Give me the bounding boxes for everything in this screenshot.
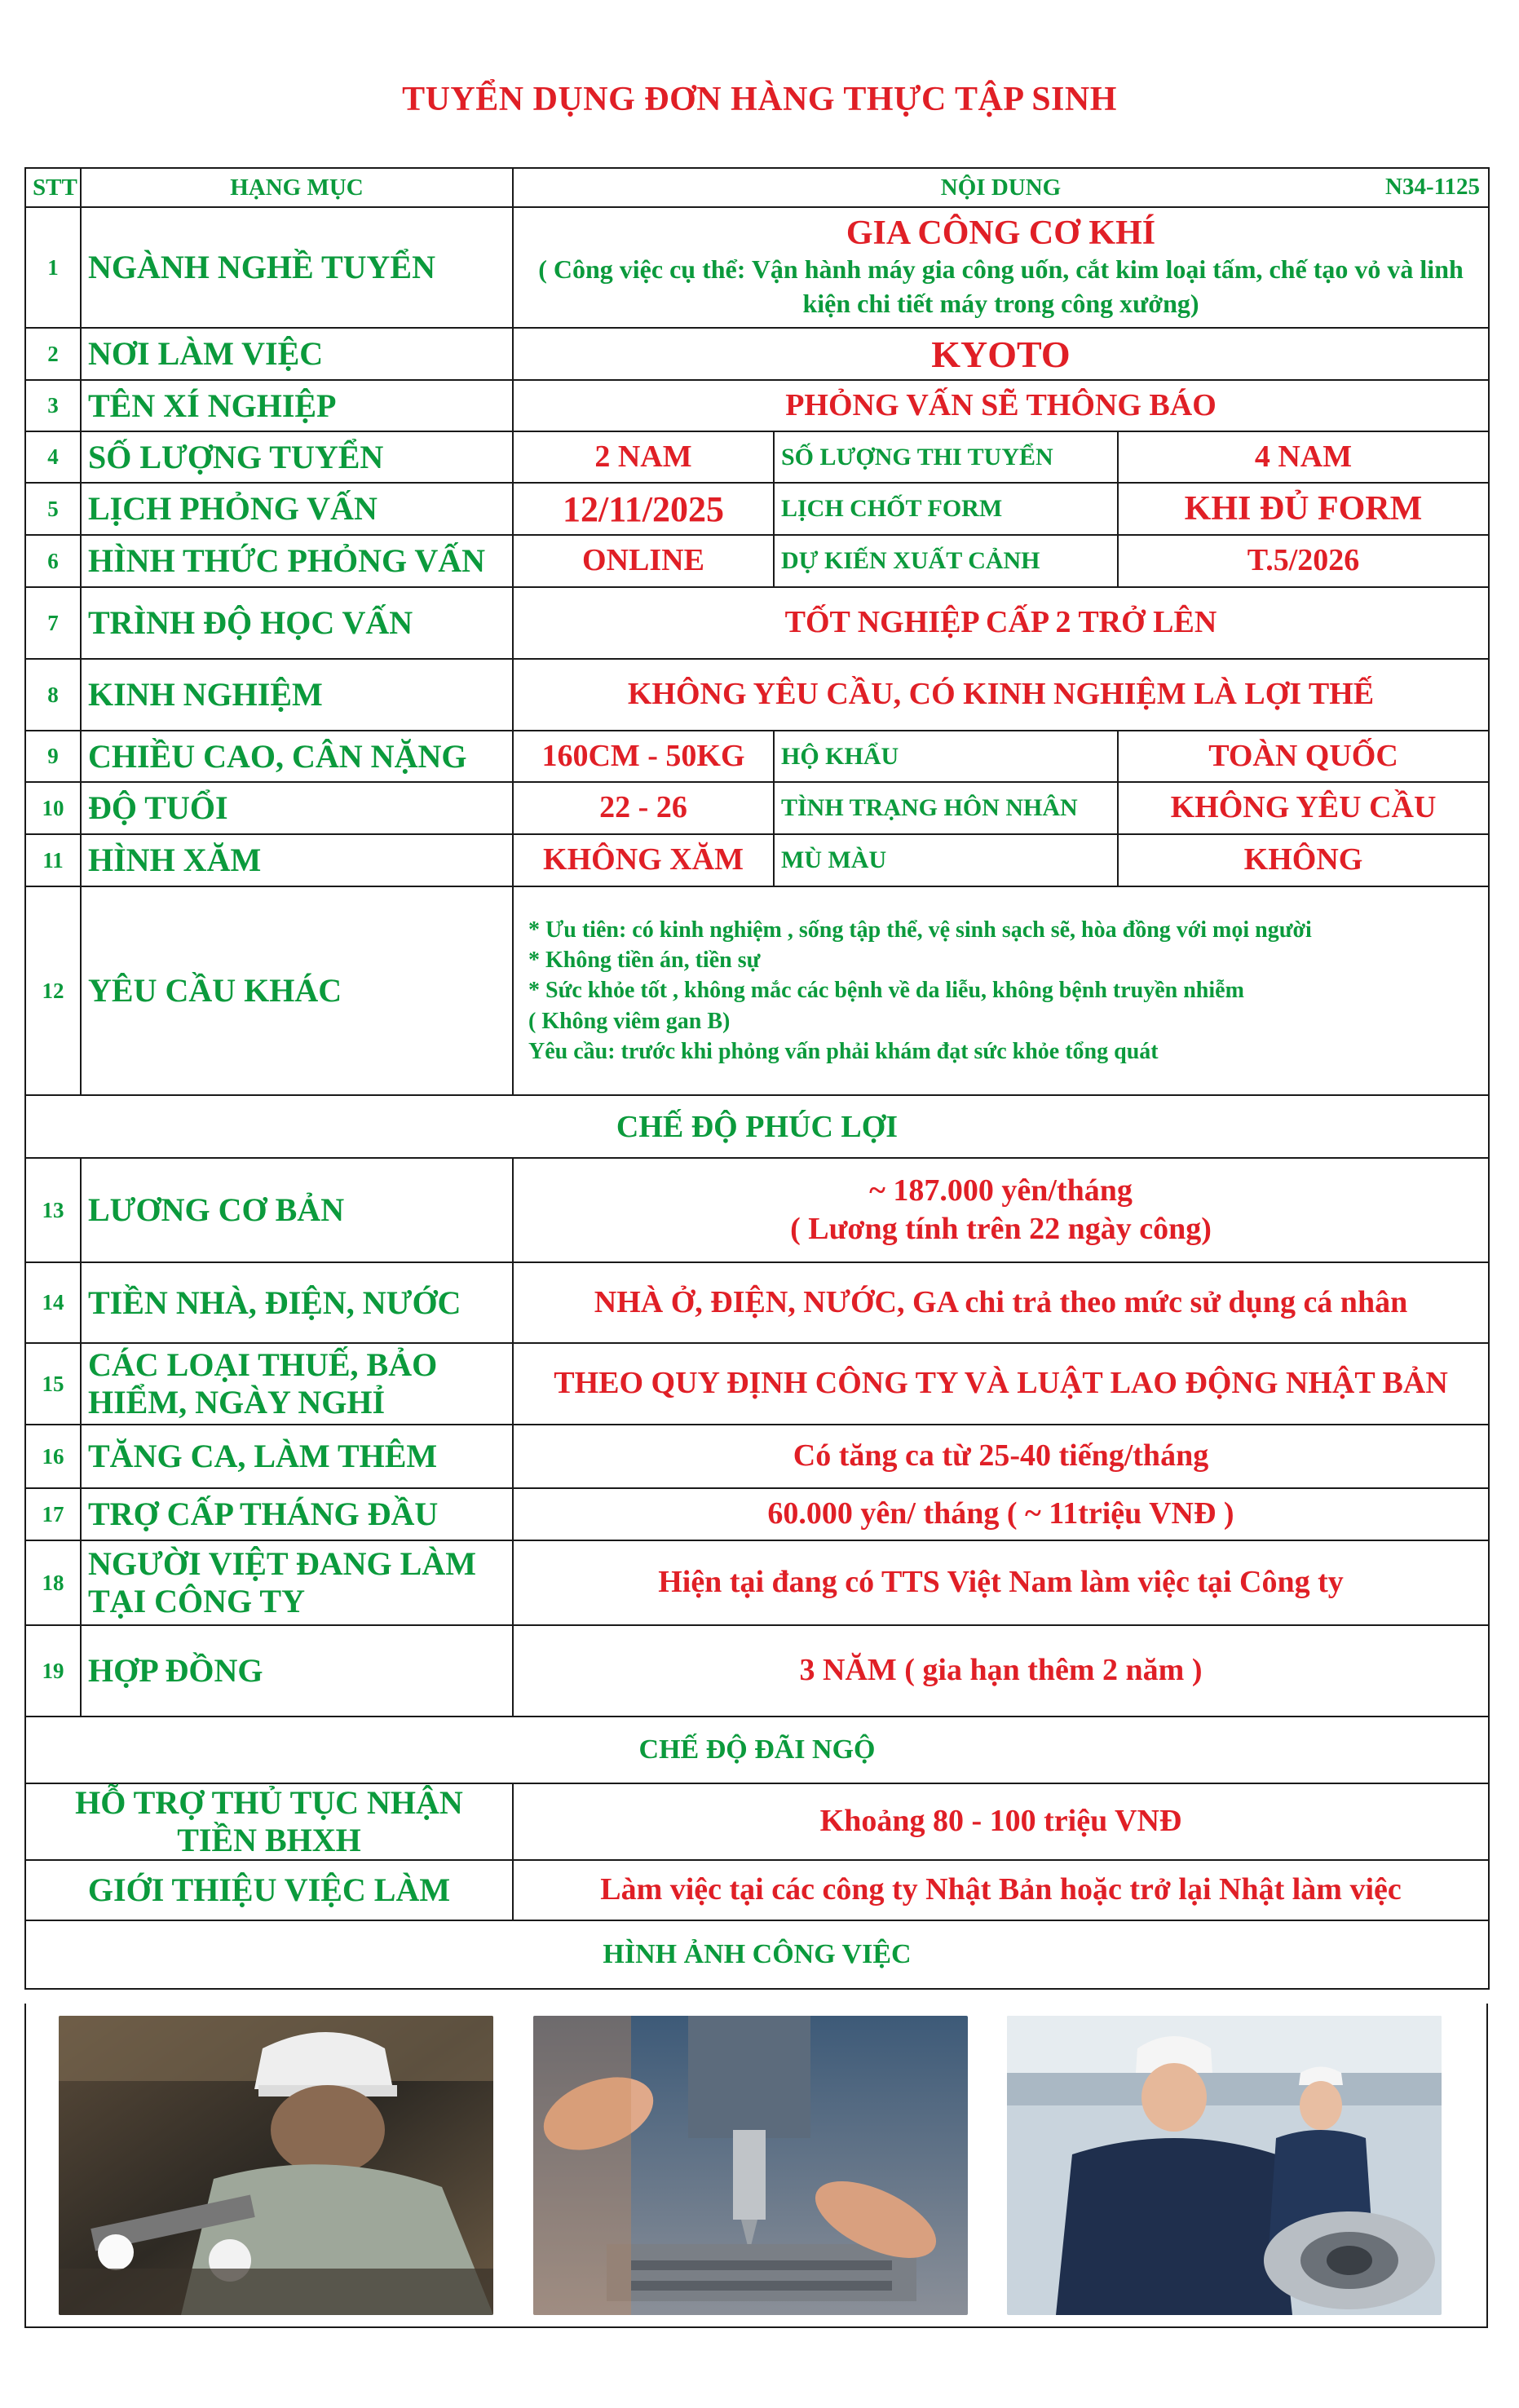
order-code: N34-1125: [1385, 174, 1480, 200]
recruitment-table: [24, 167, 1490, 1990]
row-number: 13: [25, 1158, 81, 1262]
benefits-heading: CHẾ ĐỘ PHÚC LỢI: [25, 1095, 1489, 1158]
row-6: [25, 535, 1489, 587]
header-row: [25, 168, 1489, 207]
row-1: [25, 207, 1489, 328]
worker-grinding-icon: [59, 2016, 493, 2315]
row-8: [25, 659, 1489, 731]
row-number: 8: [25, 659, 81, 731]
household-registration: TOÀN QUỐC: [1118, 731, 1489, 782]
benefits-section-row: [25, 1095, 1489, 1158]
row-4: [25, 431, 1489, 483]
expected-departure: T.5/2026: [1118, 535, 1489, 587]
row-label: TĂNG CA, LÀM THÊM: [81, 1425, 513, 1488]
factory-workers-photo: [1007, 2016, 1442, 2315]
row-number: 17: [25, 1488, 81, 1540]
row-19: [25, 1625, 1489, 1717]
interview-format: ONLINE: [513, 535, 774, 587]
row-label: ĐỘ TUỔI: [81, 782, 513, 834]
row-label: SỐ LƯỢNG TUYỂN: [81, 431, 513, 483]
header-content: NỘI DUNG: [940, 174, 1062, 201]
row-number: 11: [25, 834, 81, 886]
row-7: [25, 587, 1489, 659]
row-label: TRÌNH ĐỘ HỌC VẤN: [81, 587, 513, 659]
job-referral: Làm việc tại các công ty Nhật Bản hoặc trở lại Nhật làm việc: [513, 1860, 1489, 1920]
row-label: NƠI LÀM VIỆC: [81, 328, 513, 380]
row-number: 5: [25, 483, 81, 535]
row-16: [25, 1425, 1489, 1488]
row-2: [25, 328, 1489, 380]
row-15: [25, 1343, 1489, 1425]
header-stt: STT: [25, 168, 81, 207]
photos-section-row: [25, 1920, 1489, 1989]
salary-note: ( Lương tính trên 22 ngày công): [790, 1212, 1212, 1246]
row-label: NGƯỜI VIỆT ĐANG LÀM TẠI CÔNG TY: [81, 1540, 513, 1625]
housing-utilities: NHÀ Ở, ĐIỆN, NƯỚC, GA chi trả theo mức sử dụng cá nhân: [513, 1262, 1489, 1343]
treatment-section-row: [25, 1717, 1489, 1783]
row-number: 1: [25, 207, 81, 328]
work-photos: [24, 2004, 1488, 2328]
row-17: [25, 1488, 1489, 1540]
sub-label: LỊCH CHỐT FORM: [774, 483, 1118, 535]
row-label: LỊCH PHỎNG VẤN: [81, 483, 513, 535]
row-3: [25, 380, 1489, 431]
sub-label: HỘ KHẨU: [774, 731, 1118, 782]
row-label: CHIỀU CAO, CÂN NẶNG: [81, 731, 513, 782]
contract-term: 3 NĂM ( gia hạn thêm 2 năm ): [513, 1625, 1489, 1717]
row-label: GIỚI THIỆU VIỆC LÀM: [25, 1860, 513, 1920]
base-salary-cell: [513, 1158, 1489, 1262]
drill-press-icon: [533, 2016, 968, 2315]
row-10: [25, 782, 1489, 834]
row-label: KINH NGHIỆM: [81, 659, 513, 731]
row-number: 3: [25, 380, 81, 431]
row-18: [25, 1540, 1489, 1625]
recruit-quantity: 2 NAM: [513, 431, 774, 483]
row-label: CÁC LOẠI THUẾ, BẢO HIỂM, NGÀY NGHỈ: [81, 1343, 513, 1425]
row-number: 10: [25, 782, 81, 834]
row-5: [25, 483, 1489, 535]
row-number: 2: [25, 328, 81, 380]
row-number: 4: [25, 431, 81, 483]
marital-status: KHÔNG YÊU CẦU: [1118, 782, 1489, 834]
vietnamese-workers: Hiện tại đang có TTS Việt Nam làm việc tại Công ty: [513, 1540, 1489, 1625]
row-number: 15: [25, 1343, 81, 1425]
social-insurance-support: Khoảng 80 - 100 triệu VNĐ: [513, 1783, 1489, 1860]
work-location: KYOTO: [513, 328, 1489, 380]
header-content-cell: [513, 168, 1489, 207]
color-blindness: KHÔNG: [1118, 834, 1489, 886]
row-label: TRỢ CẤP THÁNG ĐẦU: [81, 1488, 513, 1540]
age-range: 22 - 26: [513, 782, 774, 834]
education-level: TỐT NGHIỆP CẤP 2 TRỞ LÊN: [513, 587, 1489, 659]
row-12: [25, 886, 1489, 1095]
requirement-line: * Sức khỏe tốt , không mắc các bệnh về da liễu, không bệnh truyền nhiễm: [528, 978, 1244, 1004]
row-20: [25, 1783, 1489, 1860]
row-number: 7: [25, 587, 81, 659]
interview-date: 12/11/2025: [513, 483, 774, 535]
company-name: PHỎNG VẤN SẼ THÔNG BÁO: [513, 380, 1489, 431]
job-description: ( Công việc cụ thể: Vận hành máy gia công uốn, cắt kim loại tấm, chế tạo vỏ và linh kiện chi tiết máy trong công xưởng): [538, 254, 1464, 318]
sub-label: DỰ KIẾN XUẤT CẢNH: [774, 535, 1118, 587]
row-label: HỢP ĐỒNG: [81, 1625, 513, 1717]
overtime: Có tăng ca từ 25-40 tiếng/tháng: [513, 1425, 1489, 1488]
row-label: NGÀNH NGHỀ TUYỂN: [81, 207, 513, 328]
row-label: HÌNH XĂM: [81, 834, 513, 886]
page-title: TUYỂN DỤNG ĐƠN HÀNG THỰC TẬP SINH: [402, 81, 1117, 118]
row-label: TÊN XÍ NGHIỆP: [81, 380, 513, 431]
row-label: TIỀN NHÀ, ĐIỆN, NƯỚC: [81, 1262, 513, 1343]
row-label: HỖ TRỢ THỦ TỤC NHẬN TIỀN BHXH: [25, 1783, 513, 1860]
drill-press-photo: [533, 2016, 968, 2315]
first-month-allowance: 60.000 yên/ tháng ( ~ 11triệu VNĐ ): [513, 1488, 1489, 1540]
job-title: GIA CÔNG CƠ KHÍ: [846, 214, 1156, 253]
tattoo: KHÔNG XĂM: [513, 834, 774, 886]
row-13: [25, 1158, 1489, 1262]
job-cell: [513, 207, 1489, 328]
row-11: [25, 834, 1489, 886]
requirement-line: ( Không viêm gan B): [528, 1008, 731, 1034]
requirement-line: Yêu cầu: trước khi phỏng vấn phải khám đạt sức khỏe tổng quát: [528, 1038, 1159, 1064]
base-salary: ~ 187.000 yên/tháng: [869, 1173, 1133, 1208]
row-21: [25, 1860, 1489, 1920]
row-number: 19: [25, 1625, 81, 1717]
requirement-line: * Không tiền án, tiền sự: [528, 948, 761, 974]
experience: KHÔNG YÊU CẦU, CÓ KINH NGHIỆM LÀ LỢI THẾ: [513, 659, 1489, 731]
row-9: [25, 731, 1489, 782]
row-label: HÌNH THỨC PHỎNG VẤN: [81, 535, 513, 587]
sub-label: MÙ MÀU: [774, 834, 1118, 886]
factory-workers-icon: [1007, 2016, 1442, 2315]
sub-label: TÌNH TRẠNG HÔN NHÂN: [774, 782, 1118, 834]
form-deadline: KHI ĐỦ FORM: [1118, 483, 1489, 535]
row-number: 14: [25, 1262, 81, 1343]
exam-quantity: 4 NAM: [1118, 431, 1489, 483]
row-14: [25, 1262, 1489, 1343]
row-number: 18: [25, 1540, 81, 1625]
height-weight: 160CM - 50KG: [513, 731, 774, 782]
row-number: 16: [25, 1425, 81, 1488]
row-label: YÊU CẦU KHÁC: [81, 886, 513, 1095]
row-number: 6: [25, 535, 81, 587]
row-number: 9: [25, 731, 81, 782]
photos-heading: HÌNH ẢNH CÔNG VIỆC: [25, 1920, 1489, 1989]
treatment-heading: CHẾ ĐỘ ĐÃI NGỘ: [25, 1717, 1489, 1783]
tax-insurance: THEO QUY ĐỊNH CÔNG TY VÀ LUẬT LAO ĐỘNG NHẬT BẢN: [513, 1343, 1489, 1425]
requirement-line: * Ưu tiên: có kinh nghiệm , sống tập thể, vệ sinh sạch sẽ, hòa đồng với mọi người: [528, 917, 1312, 943]
row-label: LƯƠNG CƠ BẢN: [81, 1158, 513, 1262]
worker-grinding-photo: [59, 2016, 493, 2315]
header-category: HẠNG MỤC: [81, 168, 513, 207]
sub-label: SỐ LƯỢNG THI TUYỂN: [774, 431, 1118, 483]
row-number: 12: [25, 886, 81, 1095]
other-requirements: [513, 886, 1489, 1095]
